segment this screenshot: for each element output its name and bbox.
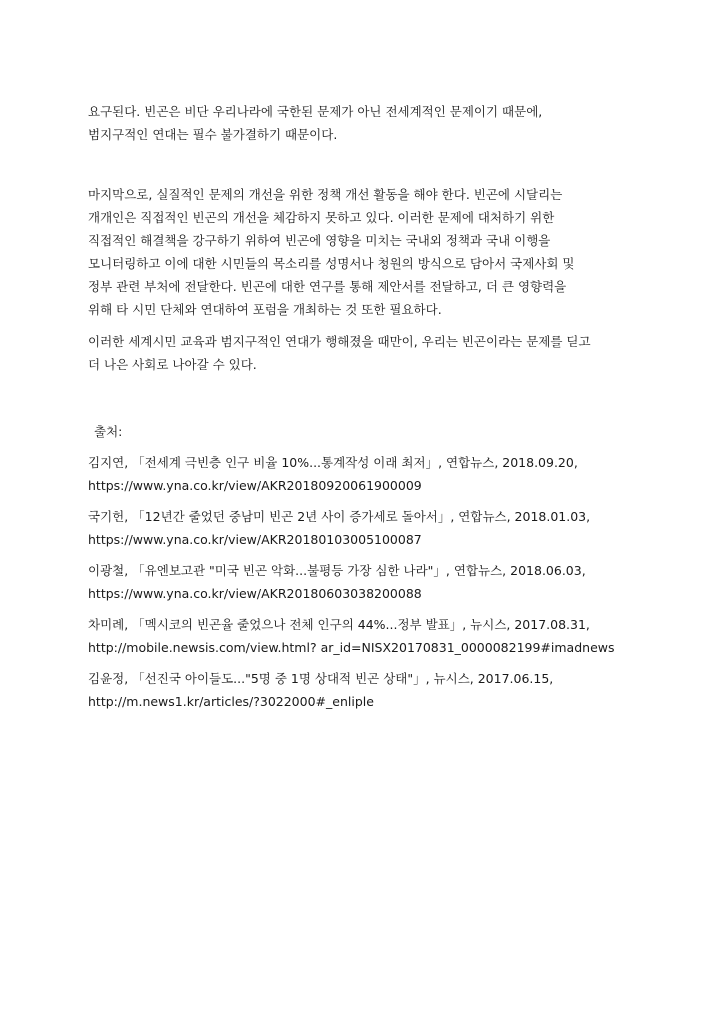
- paragraph-2-line-1: 마지막으로, 실질적인 문제의 개선을 위한 정책 개선 활동을 해야 한다. 빈곤에 시달리는: [88, 187, 563, 202]
- document-page: [88, 100, 636, 721]
- paragraph-spacer: [88, 321, 636, 330]
- body-paragraph-2: [88, 183, 636, 321]
- source-url[interactable]: https://www.yna.co.kr/view/AKR20180103005100087: [88, 532, 422, 547]
- paragraph-2-line-2: 개개인은 직접적인 빈곤의 개선을 체감하지 못하고 있다. 이러한 문제에 대처하기 위한: [88, 210, 555, 225]
- source-url[interactable]: https://www.yna.co.kr/view/AKR20180603038200088: [88, 586, 422, 601]
- source-citation: 김지연, 「전세계 극빈층 인구 비율 10%...통계작성 이래 최저」, 연합뉴스, 2018.09.20,: [88, 455, 578, 470]
- source-item: [88, 613, 636, 659]
- paragraph-3-line-1: 이러한 세계시민 교육과 범지구적인 연대가 행해졌을 때만이, 우리는 빈곤이라는 문제를 딛고: [88, 334, 591, 349]
- section-spacer: [88, 376, 636, 420]
- source-item: [88, 451, 636, 497]
- body-paragraph-1: [88, 100, 636, 146]
- source-citation: 이광철, 「유엔보고관 "미국 빈곤 악화...불평등 가장 심한 나라"」, 연합뉴스, 2018.06.03,: [88, 563, 586, 578]
- sources-list: [88, 451, 636, 713]
- paragraph-2-line-5: 정부 관련 부처에 전달한다. 빈곤에 대한 연구를 통해 제안서를 전달하고, 더 큰 영향력을: [88, 279, 567, 294]
- source-item: [88, 559, 636, 605]
- paragraph-2-line-6: 위해 타 시민 단체와 연대하여 포럼을 개최하는 것 또한 필요하다.: [88, 302, 442, 317]
- source-item: [88, 505, 636, 551]
- paragraph-1-line-2: 범지구적인 연대는 필수 불가결하기 때문이다.: [88, 127, 338, 142]
- source-item: [88, 667, 636, 713]
- paragraph-2-line-3: 직접적인 해결책을 강구하기 위하여 빈곤에 영향을 미치는 국내외 정책과 국내 이행을: [88, 233, 551, 248]
- sources-heading: 출처:: [94, 424, 123, 439]
- source-url[interactable]: https://www.yna.co.kr/view/AKR20180920061900009: [88, 478, 422, 493]
- paragraph-3-line-2: 더 나은 사회로 나아갈 수 있다.: [88, 357, 257, 372]
- body-paragraph-3: [88, 330, 636, 376]
- source-citation: 김윤정, 「선진국 아이들도..."5명 중 1명 상대적 빈곤 상태"」, 뉴시스, 2017.06.15,: [88, 671, 554, 686]
- paragraph-spacer: [88, 146, 636, 183]
- source-citation: 차미례, 「멕시코의 빈곤율 줄었으나 전체 인구의 44%...정부 발표」, 뉴시스, 2017.08.31,: [88, 617, 590, 632]
- source-citation: 국기헌, 「12년간 줄었던 중남미 빈곤 2년 사이 증가세로 돌아서」, 연합뉴스, 2018.01.03,: [88, 509, 591, 524]
- source-url[interactable]: http://m.news1.kr/articles/?3022000#_enliple: [88, 694, 374, 709]
- paragraph-1-line-1: 요구된다. 빈곤은 비단 우리나라에 국한된 문제가 아닌 전세계적인 문제이기 때문에,: [88, 104, 543, 119]
- source-url[interactable]: http://mobile.newsis.com/view.html? ar_id=NISX20170831_0000082199#imadnews: [88, 640, 615, 655]
- paragraph-2-line-4: 모니터링하고 이에 대한 시민들의 목소리를 성명서나 청원의 방식으로 담아서 국제사회 및: [88, 256, 575, 271]
